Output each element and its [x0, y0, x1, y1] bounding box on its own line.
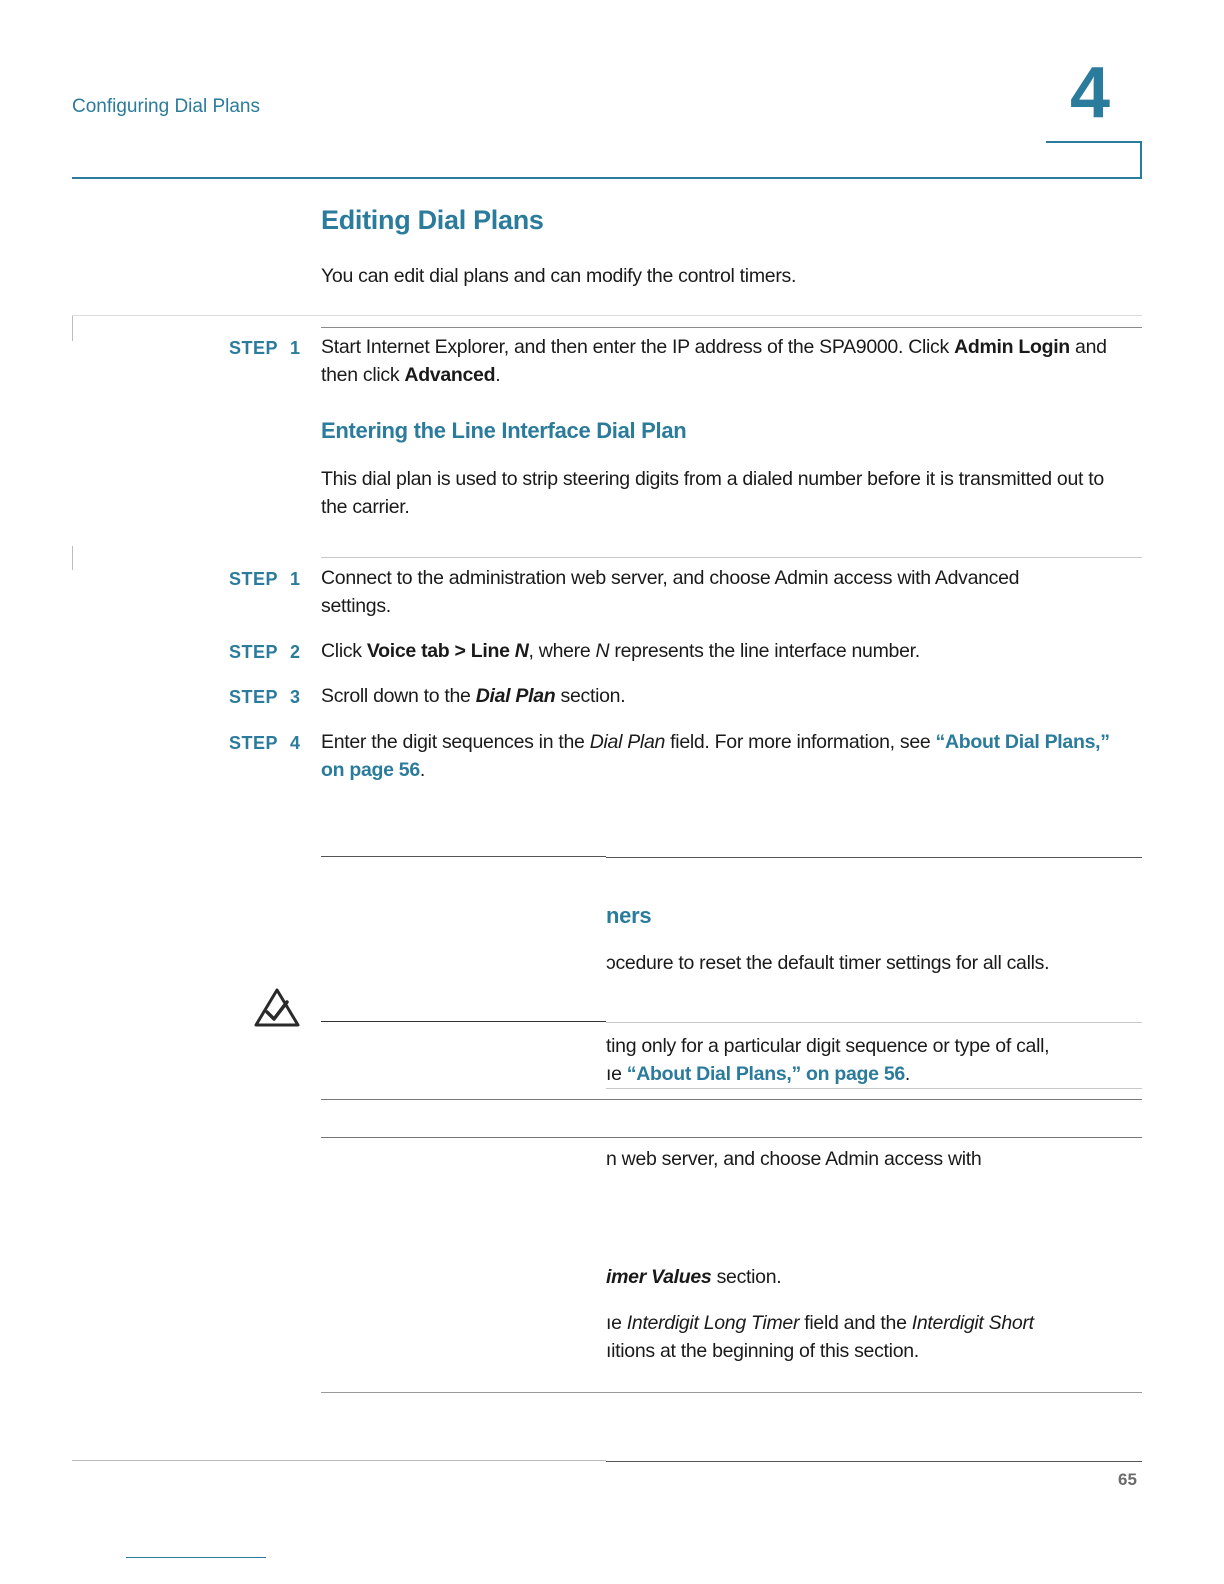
step-text: Connect to the administration web server, and choose Admin access with Advanced settings.: [321, 567, 1020, 617]
step-text-fragment: n web server, and choose Admin access with: [606, 1148, 982, 1170]
note-check-icon: [254, 988, 300, 1028]
step-text: Start Internet Explorer, and then enter the IP address of the SPA9000. Click Admin Login and then click Advanced.: [321, 336, 1107, 386]
step-label: STEP 2: [229, 642, 301, 662]
step-label: STEP 1: [229, 569, 301, 589]
about-dial-plans-link[interactable]: “About Dial Plans,” on page 56: [626, 1063, 905, 1085]
procedure-rule: [321, 557, 1142, 558]
procedure-rule: [321, 1137, 1142, 1138]
section-intro-fragment: ɔcedure to reset the default timer settings for all calls.: [606, 952, 1050, 974]
procedure-rule-top: [72, 315, 1142, 316]
note-rule-top: [606, 1022, 1142, 1023]
procedure-rule: [606, 857, 1142, 858]
note-rule-bottom: [321, 1099, 1142, 1100]
step-text-fragment: ıe Interdigit Long Timer field and the Interdigit Short ıitions at the beginning of this section.: [606, 1312, 1034, 1362]
footer-rule: [606, 1461, 1142, 1462]
step-text: Enter the digit sequences in the Dial Plan field. For more information, see “About Dial Plans,” on page 56.: [321, 731, 1110, 781]
footer-underline: [126, 1557, 266, 1558]
procedure-rule: [321, 327, 1142, 328]
section-title-line-interface: Entering the Line Interface Dial Plan: [321, 418, 687, 443]
chapter-title: Configuring Dial Plans: [72, 96, 260, 117]
section-title-editing-dial-plans: Editing Dial Plans: [321, 205, 544, 235]
page-number: 65: [1118, 1470, 1137, 1489]
procedure-rule-end: [321, 1392, 1142, 1393]
footer-rule: [72, 1460, 606, 1461]
step-label: STEP 4: [229, 733, 301, 753]
chapter-tab-side-border: [1140, 141, 1142, 178]
step-text: Scroll down to the Dial Plan section.: [321, 685, 626, 707]
chapter-number: 4: [1070, 53, 1109, 133]
note-rule-top: [321, 1021, 606, 1022]
step-text-fragment: imer Values section.: [606, 1266, 782, 1288]
step-text: Click Voice tab > Line N, where N represents the line interface number.: [321, 640, 920, 662]
header-rule: [72, 177, 1142, 179]
section-intro: You can edit dial plans and can modify the control timers.: [321, 265, 797, 287]
margin-mark: [72, 546, 73, 570]
chapter-tab-top-border: [1046, 141, 1142, 143]
note-text: ting only for a particular digit sequence or type of call, ıe “About Dial Plans,” on page 56.: [606, 1035, 1050, 1085]
about-dial-plans-link[interactable]: “About Dial Plans,” on page 56: [321, 731, 1110, 781]
section-title-fragment: ners: [606, 903, 652, 928]
procedure-rule: [321, 856, 606, 857]
step-label: STEP 3: [229, 687, 301, 707]
section-intro: This dial plan is used to strip steering digits from a dialed number before it is transmitted out to the carrier.: [321, 468, 1104, 518]
margin-mark: [72, 315, 73, 341]
step-label: STEP 1: [229, 338, 301, 358]
note-rule-bottom: [606, 1088, 1142, 1089]
